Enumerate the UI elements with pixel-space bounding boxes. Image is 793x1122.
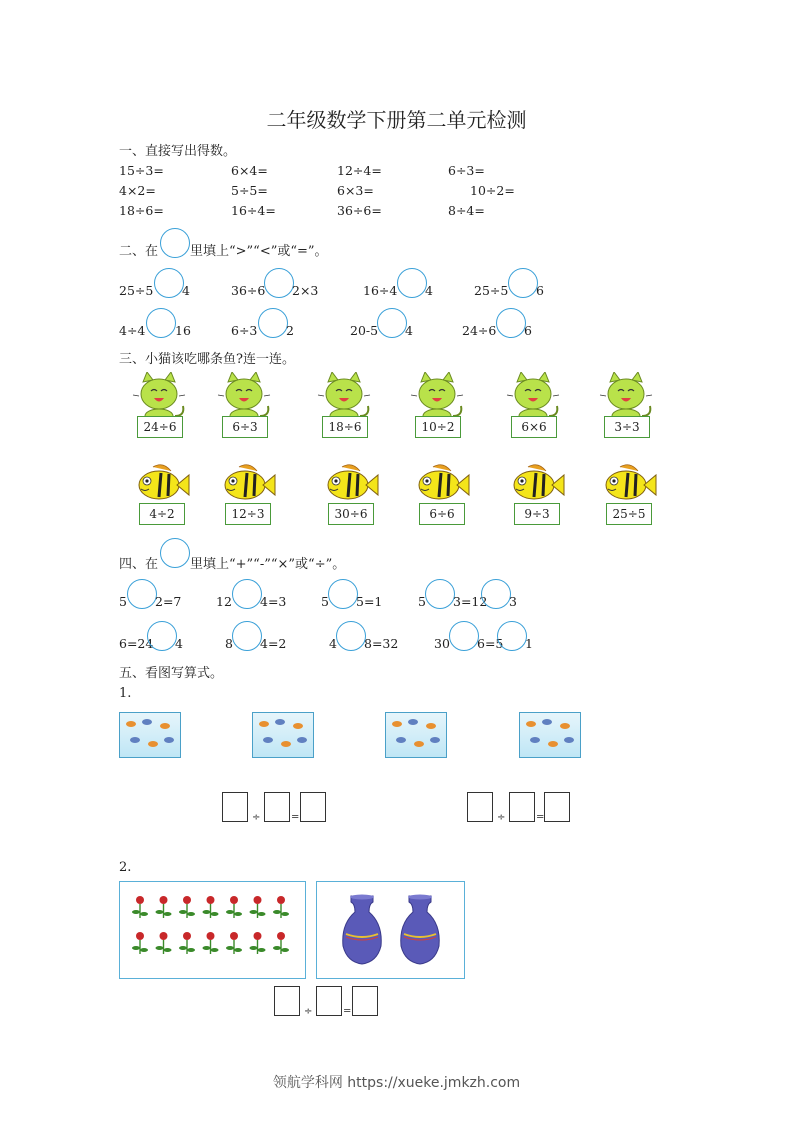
answer-circle[interactable] <box>328 579 358 609</box>
flower-icon <box>273 932 289 954</box>
eq-sign: = <box>343 1006 352 1017</box>
answer-box[interactable] <box>222 792 248 822</box>
op-part: 4 <box>329 636 337 651</box>
compare-right: 4 <box>405 323 413 338</box>
op-part: 5 <box>418 594 426 609</box>
cat-label: 24÷6 <box>137 416 183 438</box>
answer-circle[interactable] <box>481 579 511 609</box>
compare-right: 6 <box>524 323 532 338</box>
compare-left: 25÷5 <box>119 283 154 298</box>
calc-item: 16÷4= <box>231 203 276 218</box>
cat-icon <box>129 372 189 422</box>
compare-left: 16÷4 <box>363 283 398 298</box>
calc-item: 10÷2= <box>470 183 515 198</box>
op-part: 4=3 <box>260 594 287 609</box>
flower-icon <box>226 932 242 954</box>
fish-item[interactable] <box>131 461 191 531</box>
answer-circle[interactable] <box>147 621 177 651</box>
flowers-frame <box>119 881 306 979</box>
flower-icon <box>226 896 242 918</box>
vase-icon <box>317 882 464 978</box>
fish-icon <box>411 461 471 505</box>
flower-icon <box>273 896 289 918</box>
cat-item[interactable] <box>214 372 274 442</box>
op-part: 4=2 <box>260 636 287 651</box>
section2-heading-post: 里填上“>”“<”或“=”。 <box>190 244 328 259</box>
op-part: 8=32 <box>364 636 399 651</box>
cat-label: 6×6 <box>511 416 557 438</box>
page-title: 二年级数学下册第二单元检测 <box>266 108 527 132</box>
op-part: 6=5 <box>477 636 504 651</box>
fish-label: 12÷3 <box>225 503 271 525</box>
answer-circle[interactable] <box>232 621 262 651</box>
flower-icon <box>156 932 172 954</box>
compare-right: 6 <box>536 283 544 298</box>
cat-item[interactable] <box>596 372 656 442</box>
section2-heading-pre: 二、在 <box>119 244 159 259</box>
fish-icon <box>217 461 277 505</box>
answer-box[interactable] <box>300 792 326 822</box>
op-part: 3 <box>509 594 517 609</box>
calc-item: 6÷3= <box>448 163 485 178</box>
section3-heading: 三、小猫该吃哪条鱼?连一连。 <box>119 352 295 367</box>
flower-icon <box>132 896 148 918</box>
flower-icon <box>132 932 148 954</box>
answer-box[interactable] <box>509 792 535 822</box>
fish-item[interactable] <box>411 461 471 531</box>
cat-item[interactable] <box>407 372 467 442</box>
cat-label: 10÷2 <box>415 416 461 438</box>
cat-icon <box>407 372 467 422</box>
answer-circle[interactable] <box>377 308 407 338</box>
fish-item[interactable] <box>320 461 380 531</box>
answer-box[interactable] <box>467 792 493 822</box>
answer-circle[interactable] <box>336 621 366 651</box>
fish-label: 30÷6 <box>328 503 374 525</box>
compare-right: 2×3 <box>292 283 319 298</box>
compare-right: 2 <box>286 323 294 338</box>
op-part: 2=7 <box>155 594 182 609</box>
answer-circle[interactable] <box>496 308 526 338</box>
eq-sign: = <box>536 812 545 823</box>
answer-circle[interactable] <box>397 268 427 298</box>
flower-icon <box>250 932 266 954</box>
div-sign: ÷ <box>497 812 506 823</box>
answer-box[interactable] <box>544 792 570 822</box>
flower-icon <box>156 896 172 918</box>
answer-circle[interactable] <box>497 621 527 651</box>
answer-box[interactable] <box>264 792 290 822</box>
cat-label: 3÷3 <box>604 416 650 438</box>
cat-icon <box>214 372 274 422</box>
answer-box[interactable] <box>316 986 342 1016</box>
cat-icon <box>314 372 374 422</box>
section1-heading: 一、直接写出得数。 <box>119 144 237 159</box>
compare-right: 16 <box>175 323 191 338</box>
answer-circle[interactable] <box>127 579 157 609</box>
answer-circle[interactable] <box>232 579 262 609</box>
calc-item: 4×2= <box>119 183 156 198</box>
fish-tank-icon <box>385 712 447 758</box>
section5-heading: 五、看图写算式。 <box>119 666 224 681</box>
fish-tank-icon <box>519 712 581 758</box>
compare-right: 4 <box>182 283 190 298</box>
answer-circle[interactable] <box>264 268 294 298</box>
section4-heading-post: 里填上“+”“-”“×”或“÷”。 <box>190 557 346 572</box>
calc-item: 6×4= <box>231 163 268 178</box>
flower-icon <box>203 932 219 954</box>
answer-circle[interactable] <box>425 579 455 609</box>
flower-icon <box>250 896 266 918</box>
op-part: 5=1 <box>356 594 383 609</box>
compare-left: 25÷5 <box>474 283 509 298</box>
calc-item: 12÷4= <box>337 163 382 178</box>
eq-sign: = <box>291 812 300 823</box>
cat-label: 18÷6 <box>322 416 368 438</box>
section4-heading-pre: 四、在 <box>119 557 159 572</box>
footer-watermark: 领航学科网 https://xueke.jmkzh.com <box>272 1075 521 1091</box>
fish-tank-icon <box>119 712 181 758</box>
answer-box[interactable] <box>274 986 300 1016</box>
compare-left: 24÷6 <box>462 323 497 338</box>
fish-icon <box>320 461 380 505</box>
answer-circle[interactable] <box>160 228 190 258</box>
op-part: 5 <box>119 594 127 609</box>
flower-icon <box>179 932 195 954</box>
fish-tank-icon <box>252 712 314 758</box>
cat-icon <box>596 372 656 422</box>
op-part: 6=24 <box>119 636 154 651</box>
fish-label: 4÷2 <box>139 503 185 525</box>
calc-item: 15÷3= <box>119 163 164 178</box>
compare-left: 4÷4 <box>119 323 146 338</box>
cat-icon <box>503 372 563 422</box>
cat-item[interactable] <box>314 372 374 442</box>
cat-item[interactable] <box>129 372 189 442</box>
calc-item: 18÷6= <box>119 203 164 218</box>
fish-label: 25÷5 <box>606 503 652 525</box>
answer-circle[interactable] <box>146 308 176 338</box>
answer-circle[interactable] <box>154 268 184 298</box>
op-part: 5 <box>321 594 329 609</box>
flowers-illustration <box>120 882 305 978</box>
op-part: 8 <box>225 636 233 651</box>
calc-item: 8÷4= <box>448 203 485 218</box>
fish-icon <box>506 461 566 505</box>
answer-box[interactable] <box>352 986 378 1016</box>
op-part: 3=12 <box>453 594 488 609</box>
fish-item[interactable] <box>598 461 658 531</box>
compare-left: 20-5 <box>350 323 379 338</box>
calc-item: 6×3= <box>337 183 374 198</box>
fish-icon <box>131 461 191 505</box>
div-sign: ÷ <box>304 1006 313 1017</box>
op-part: 1 <box>525 636 533 651</box>
calc-item: 36÷6= <box>337 203 382 218</box>
op-part: 12 <box>216 594 232 609</box>
answer-circle[interactable] <box>449 621 479 651</box>
answer-circle[interactable] <box>258 308 288 338</box>
question-1-number: 1. <box>119 686 132 701</box>
answer-circle[interactable] <box>508 268 538 298</box>
question-2-number: 2. <box>119 860 132 875</box>
cat-item[interactable] <box>503 372 563 442</box>
div-sign: ÷ <box>252 812 261 823</box>
flower-icon <box>203 896 219 918</box>
fish-icon <box>598 461 658 505</box>
fish-item[interactable] <box>217 461 277 531</box>
fish-label: 6÷6 <box>419 503 465 525</box>
flower-icon <box>179 896 195 918</box>
compare-left: 36÷6 <box>231 283 266 298</box>
vases-frame <box>316 881 465 979</box>
op-part: 30 <box>434 636 450 651</box>
cat-label: 6÷3 <box>222 416 268 438</box>
fish-label: 9÷3 <box>514 503 560 525</box>
op-part: 4 <box>175 636 183 651</box>
answer-circle[interactable] <box>160 538 190 568</box>
fish-item[interactable] <box>506 461 566 531</box>
compare-right: 4 <box>425 283 433 298</box>
calc-item: 5÷5= <box>231 183 268 198</box>
compare-left: 6÷3 <box>231 323 258 338</box>
